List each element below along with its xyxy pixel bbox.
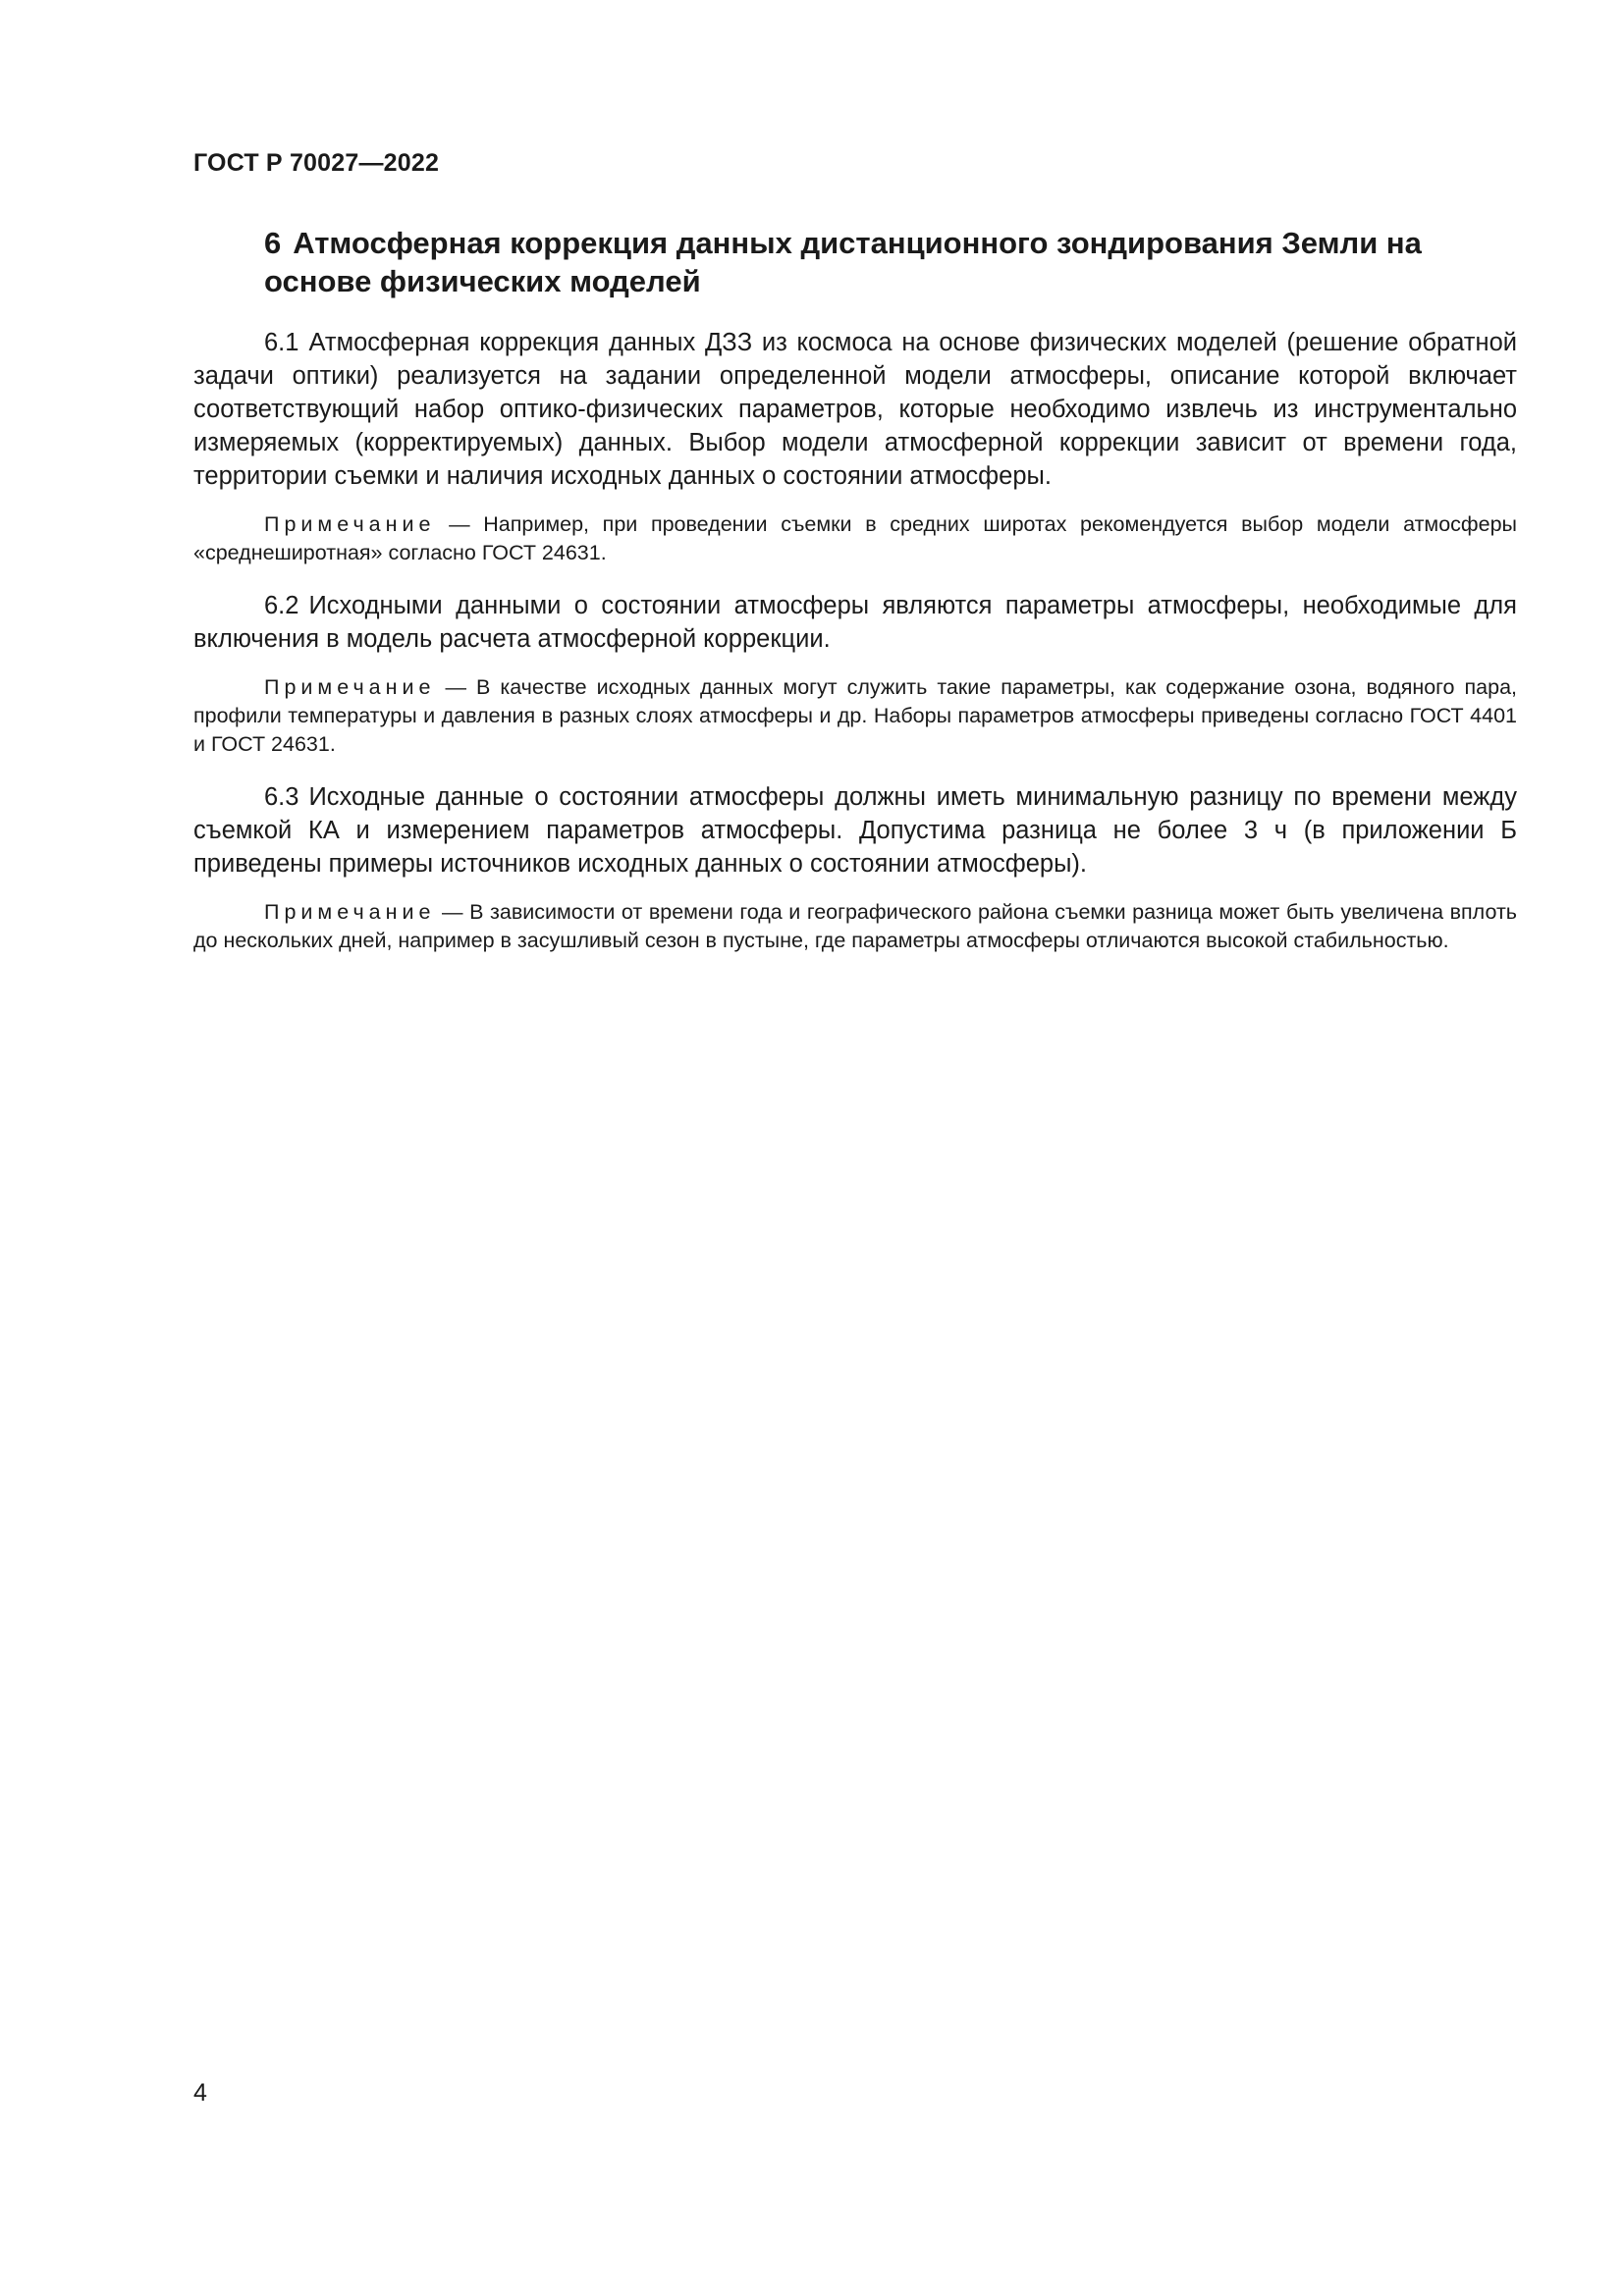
section-title-text: Атмосферная коррекция данных дистанционного зондирования Земли на основе физических моделей xyxy=(264,226,1422,298)
section-number: 6 xyxy=(264,226,282,260)
paragraph-6-1 xyxy=(193,326,1517,493)
document-header: ГОСТ Р 70027—2022 xyxy=(193,149,440,177)
paragraph-6-3 xyxy=(193,780,1517,881)
note-text: — В зависимости от времени года и географического района съемки разница может быть увеличена вплоть до нескольких дней, например в засушливый сезон в пустыне, где параметры атмосферы отличаются высокой стабильностью. xyxy=(193,900,1517,952)
note-6-1 xyxy=(193,510,1517,567)
paragraph-text: Исходные данные о состоянии атмосферы должны иметь минимальную разницу по времени между съемкой КА и измерением параметров атмосферы. Допустима разница не более 3 ч (в приложении Б приведены примеры источников исходных данных о состоянии атмосферы). xyxy=(193,783,1517,878)
note-label: Примечание xyxy=(264,512,436,536)
note-text: — Например, при проведении съемки в средних широтах рекомендуется выбор модели атмосферы «среднеширотная» согласно ГОСТ 24631. xyxy=(193,512,1517,564)
note-6-2 xyxy=(193,673,1517,759)
note-label: Примечание xyxy=(264,675,436,699)
note-6-3 xyxy=(193,898,1517,955)
paragraph-6-2 xyxy=(193,589,1517,656)
paragraph-number: 6.3 xyxy=(264,783,299,811)
note-label: Примечание xyxy=(264,900,436,924)
note-text: — В качестве исходных данных могут служить такие параметры, как содержание озона, водяного пара, профили температуры и давления в разных слоях атмосферы и др. Наборы параметров атмосферы приведены согласно ГОСТ 4401 и ГОСТ 24631. xyxy=(193,675,1517,756)
page-content xyxy=(193,224,1517,977)
paragraph-text: Атмосферная коррекция данных ДЗЗ из космоса на основе физических моделей (решение обратной задачи оптики) реализуется на задании определенной модели атмосферы, описание которой включает соответствующий набор оптико-физических параметров, которые необходимо извлечь из инструментально измеряемых (корректируемых) данных. Выбор модели атмосферной коррекции зависит от времени года, территории съемки и наличия исходных данных о состоянии атмосферы. xyxy=(193,329,1517,490)
section-title xyxy=(193,224,1517,300)
paragraph-number: 6.1 xyxy=(264,329,299,356)
page-number: 4 xyxy=(193,2079,207,2107)
paragraph-text: Исходными данными о состоянии атмосферы являются параметры атмосферы, необходимые для включения в модель расчета атмосферной коррекции. xyxy=(193,592,1517,653)
paragraph-number: 6.2 xyxy=(264,592,299,619)
